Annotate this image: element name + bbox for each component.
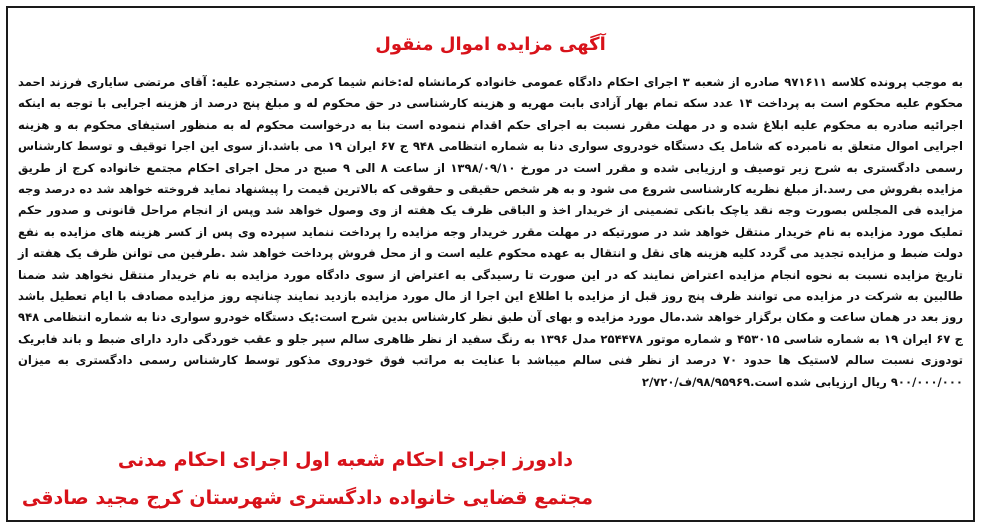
- notice-body: به موجب پرونده کلاسه ۹۷۱۶۱۱ صادره از شعبه ۳ اجرای احکام دادگاه عمومی خانواده کرمانشاه له:خانم شیما کرمی دستجرده علیه: آقای مرتضی سایاری فرزند احمد محکوم علیه محکوم است به پرداخت ۱۴ عدد سکه تمام بهار آزادی بابت مهریه و هزینه کارشناسی در حق محکوم له و مبلغ پنج درصد از هزینه اجرایی با توجه به اینکه اجرائیه صادره به محکوم علیه ابلاغ شده و در مهلت مقرر نسبت به اجرای حکم اقدام ننموده است بنا به درخواست محکوم له به منظور استیفای محکوم به و هزینه اجرایی اموال متعلق به نامبرده که شامل یک دستگاه خودروی سواری دنا به شماره انتظامی ۹۴۸ ج ۶۷ ایران ۱۹ می باشد.از سوی این اجرا توقیف و توسط کارشناس رسمی دادگستری به شرح زیر توصیف و ارزیابی شده و مقرر است در مورخ ۱۳۹۸/۰۹/۱۰ از ساعت ۸ الی ۹ صبح در محل اجرای احکام مجتمع خانواده کرج از طریق مزایده بفروش می رسد.از مبلغ نظریه کارشناسی شروع می شود و به هر شخص حقیقی و حقوقی که بالاترین قیمت را پیشنهاد نماید فروخته خواهد شد ده درصد وجه مزایده فی المجلس بصورت وجه نقد یاچک بانکی تضمینی از خریدار اخذ و الباقی ظرف یک هفته از وی وصول خواهد شد وپس از انجام مراحل قانونی و صدور حکم تملیک مورد مزایده به نام خریدار منتقل خواهد شد در صورتیکه در مهلت مقرر خریدار وجه مزایده را پرداخت ننماید سپرده وی پس از کسر هزینه های مزایده به نفع دولت ضبط و مزایده تجدید می گردد کلیه هزینه های نقل و انتقال به عهده محکوم علیه است و از محل فروش پرداخت خواهد شد .طرفین می توانن ظرف یک هفته از تاریخ مزایده نسبت به نحوه انجام مزایده اعتراض نمایند که در این صورت تا رسیدگی به اعتراض از سوی دادگاه مورد مزایده به نام خریدار منتقل نخواهد شد ضمنا طالبین به شرکت در مزایده می توانند ظرف پنج روز قبل از مزایده با اطلاع این اجرا از مال مورد مزایده بازدید نمایند چنانچه روز مزایده مصادف با ایام تعطیل باشد روز بعد در همان ساعت و مکان برگزار خواهد شد.مال مورد مزایده و بهای آن طبق نظر کارشناس بدین شرح است:یک دستگاه خودرو سواری دنا به شماره انتظامی ۹۴۸ ج ۶۷ ایران ۱۹ به شماره شاسی ۴۵۳۰۱۵ و شماره موتور ۲۵۴۴۷۸ مدل ۱۳۹۶ به رنگ سفید از نظر ظاهری سالم سپر جلو و عقب خوردگی دارد دارای ضبط و باند فابریک تودوزی نسبت سالم لاستیک ها حدود ۷۰ درصد از نظر فنی سالم میباشد با عنایت به مراتب فوق خودروی مذکور توسط کارشناس رسمی دادگستری به میزان ۹۰۰/۰۰۰/۰۰۰ ریال ارزیابی شده است.۹۸/۹۵۹۶۹/ف/۲/۷۲۰: [18, 75, 963, 389]
- signature-line-1: دادورز اجرای احکام شعبه اول اجرای احکام مدنی: [117, 449, 573, 471]
- notice-title: آگهی مزایده اموال منقول: [375, 34, 606, 55]
- auction-notice: [6, 6, 975, 522]
- signature-line-2: مجتمع قضایی خانواده دادگستری شهرستان کرج مجید صادقی: [21, 487, 593, 509]
